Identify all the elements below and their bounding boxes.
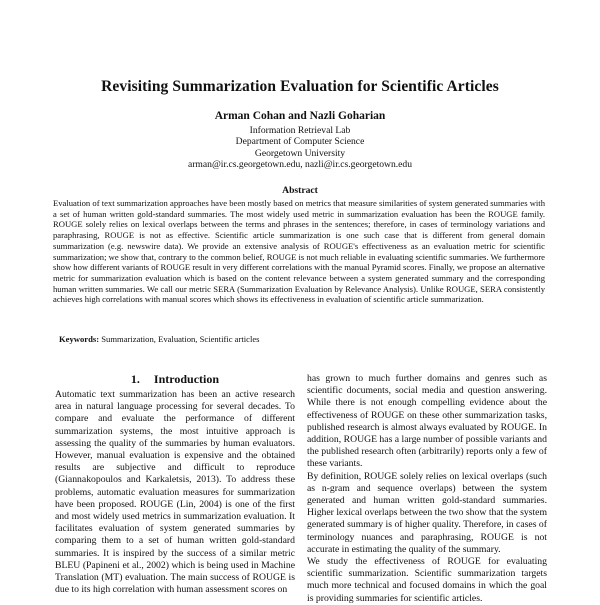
affiliation-department: Department of Computer Science	[235, 136, 365, 148]
keywords-text: Summarization, Evaluation, Scientific articles	[101, 334, 260, 344]
section-heading	[55, 372, 295, 387]
right-column	[307, 373, 547, 605]
paper-title: Revisiting Summarization Evaluation for Scientific Articles	[101, 78, 499, 95]
right-column-paragraph-2: By definition, ROUGE solely relies on lexical overlaps (such as n-gram and sequence overlaps) between the system generated and human written gold-standard summaries. Higher lexical overlaps between the two show that the system generated summary is of higher quality. Therefore, in cases of terminology nuances and paraphrasing, ROUGE is not accurate in estimating the quality of the summary.	[307, 470, 547, 555]
paper-authors: Arman Cohan and Nazli Goharian	[214, 110, 386, 122]
abstract-text: Evaluation of text summarization approaches have been mostly based on metrics that measure similarities of system generated summaries with a set of human written gold-standard summaries. The most widely used metric in summarization evaluation has been the ROUGE family. ROUGE solely relies on lexical overlaps between the terms and phrases in the sentences; therefore, in cases of terminology variations and paraphrasing, ROUGE is not as effective. Scientific article summarization is one such case that is different from general domain summarization (e.g. newswire data). We provide an extensive analysis of ROUGE's effectiveness as an evaluation metric for scientific summarization; we show that, contrary to the common belief, ROUGE is not much reliable in evaluating scientific summaries. We furthermore show how different variants of ROUGE result in very different correlations with the manual Pyramid scores. Finally, we propose an alternative metric for summarization evaluation which is based on the content relevance between a system generated summary and the corresponding human written summaries. We call our metric SERA (Summarization Evaluation by Relevance Analysis). Unlike ROUGE, SERA consistently achieves high correlations with manual scores which shows its effectiveness in evaluation of scientific article summarization.	[53, 198, 545, 305]
keywords-label: Keywords:	[59, 334, 100, 344]
author-emails: arman@ir.cs.georgetown.edu, nazli@ir.cs.georgetown.edu	[187, 159, 413, 171]
left-column-text: Automatic text summarization has been an active research area in natural language processing for several decades. To compare and evaluate the performance of different summarization systems, the most intuitive approach is assessing the quality of the summaries by human evaluators. However, manual evaluation is expensive and the obtained results are subjective and difficult to reproduce (Giannakopoulos and Karkaletsis, 2013). To address these problems, automatic evaluation measures for summarization have been proposed. ROUGE (Lin, 2004) is one of the first and most widely used metrics in summarization evaluation. It facilitates evaluation of system generated summaries by comparing them to a set of human written gold-standard summaries. It is inspired by the success of a similar metric BLEU (Papineni et al., 2002) which is being used in Machine Translation (MT) evaluation. The main success of ROUGE is due to its high correlation with human assessment scores on	[55, 389, 295, 596]
section-number: 1.	[130, 372, 140, 386]
right-column-paragraph-3: We study the effectiveness of ROUGE for evaluating scientific summarization. Scientific summarization targets much more technical and focused domains in which the goal is providing summaries for scientific articles.	[307, 556, 547, 604]
section-title: Introduction	[153, 372, 220, 386]
affiliation-university: Georgetown University	[254, 147, 346, 159]
affiliation-lab: Information Retrieval Lab	[249, 125, 351, 136]
left-column	[55, 389, 295, 596]
right-column-paragraph-1: has grown to much further domains and genres such as scientific documents, social media and question answering. While there is not enough compelling evidence about the effectiveness of ROUGE on these other summarization tasks, published research is almost always evaluated by ROUGE. In addition, ROUGE has a large number of possible variants and the published research often (arbitrarily) reports only a few of these variants.	[307, 373, 547, 470]
keywords-line	[59, 334, 539, 344]
affiliation-block	[0, 125, 600, 171]
abstract-heading: Abstract	[282, 185, 318, 196]
